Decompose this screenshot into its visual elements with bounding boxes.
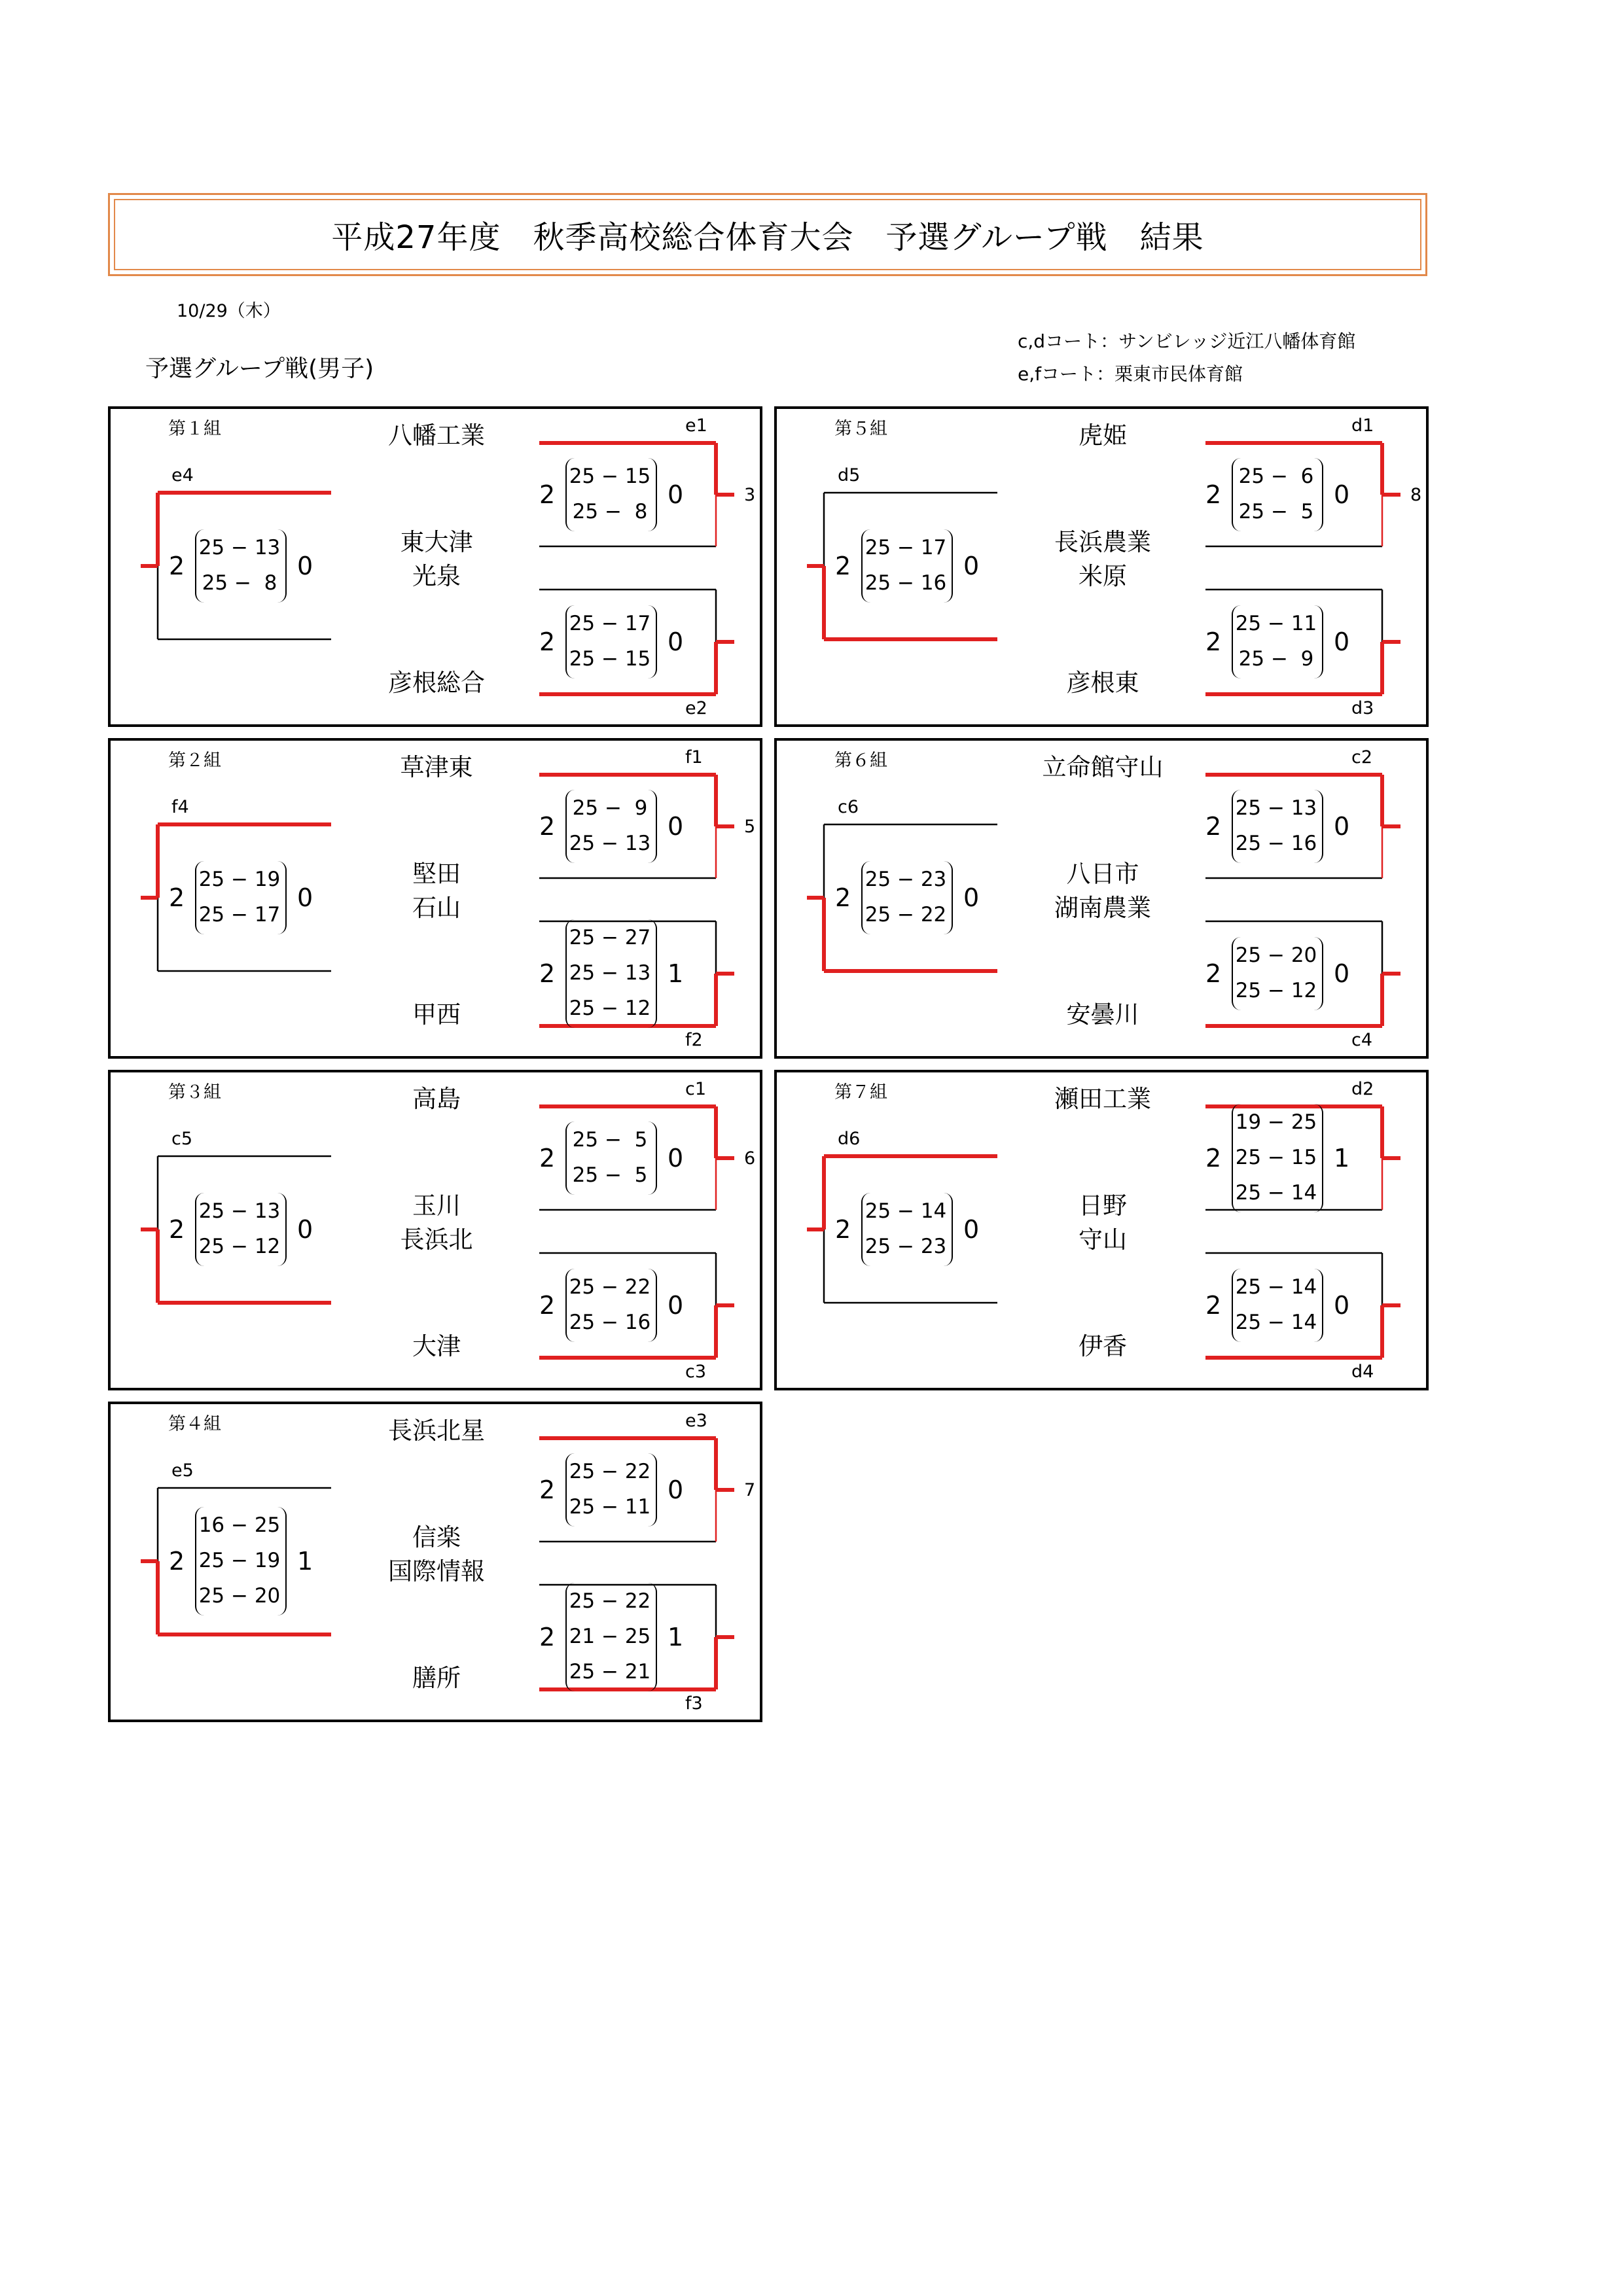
group-box xyxy=(108,738,762,1059)
match-code: c1 xyxy=(685,1079,707,1099)
match-code: d2 xyxy=(1351,1079,1374,1099)
set-score: 25 − 16 xyxy=(865,571,947,595)
sets-lost: 1 xyxy=(1334,1144,1350,1173)
match-code: d6 xyxy=(838,1129,861,1149)
sets-lost: 1 xyxy=(297,1547,313,1576)
team-name: 伊香 xyxy=(1079,1332,1127,1360)
set-score: 25 − 6 xyxy=(1238,465,1314,488)
sets-lost: 0 xyxy=(668,812,684,841)
sets-lost: 0 xyxy=(297,883,313,912)
match-code: c4 xyxy=(1351,1030,1373,1050)
sets-won: 2 xyxy=(539,812,556,841)
sets-won: 2 xyxy=(835,1215,851,1244)
match-number: 8 xyxy=(1410,485,1422,505)
team-name: 八幡工業 xyxy=(388,421,485,450)
group-box xyxy=(108,1070,762,1390)
section-heading: 予選グループ戦(男子) xyxy=(145,355,374,382)
team-name: 日野 xyxy=(1079,1192,1127,1220)
team-name: 湖南農業 xyxy=(1054,894,1151,922)
set-score: 25 − 22 xyxy=(569,1589,651,1613)
sets-won: 2 xyxy=(169,883,185,912)
team-name: 立命館守山 xyxy=(1042,753,1164,781)
team-name: 国際情報 xyxy=(388,1557,485,1585)
sets-lost: 0 xyxy=(1334,480,1350,509)
team-name: 長浜農業 xyxy=(1054,528,1151,556)
page-title: 平成27年度 秋季高校総合体育大会 予選グループ戦 結果 xyxy=(331,219,1204,256)
sets-won: 2 xyxy=(539,959,556,988)
sets-won: 2 xyxy=(539,480,556,509)
sets-won: 2 xyxy=(539,1623,556,1651)
group-box xyxy=(774,1070,1429,1390)
match-number: 3 xyxy=(744,485,756,505)
team-name: 守山 xyxy=(1079,1226,1127,1254)
match-code: c5 xyxy=(171,1129,193,1149)
team-name: 玉川 xyxy=(412,1192,461,1220)
group-label: 第２組 xyxy=(168,751,221,771)
match-code: d5 xyxy=(838,465,861,486)
team-name: 石山 xyxy=(412,894,461,922)
group-label: 第３組 xyxy=(168,1082,221,1103)
set-score: 25 − 12 xyxy=(1235,979,1317,1002)
set-score: 25 − 15 xyxy=(569,647,651,671)
team-name: 長浜北星 xyxy=(388,1417,485,1445)
sets-lost: 0 xyxy=(963,552,980,580)
set-score: 25 − 13 xyxy=(569,961,651,985)
set-score: 25 − 27 xyxy=(569,926,651,949)
team-name: 彦根東 xyxy=(1066,669,1139,697)
sets-won: 2 xyxy=(169,1547,185,1576)
sets-lost: 0 xyxy=(668,627,684,656)
match-number: 7 xyxy=(744,1480,756,1500)
sets-won: 2 xyxy=(1205,1144,1222,1173)
sets-lost: 0 xyxy=(963,883,980,912)
sets-won: 2 xyxy=(1205,959,1222,988)
sets-won: 2 xyxy=(1205,480,1222,509)
sets-won: 2 xyxy=(539,1475,556,1504)
set-score: 25 − 12 xyxy=(569,997,651,1020)
team-name: 堅田 xyxy=(412,860,461,888)
set-score: 25 − 16 xyxy=(1235,832,1317,855)
set-score: 21 − 25 xyxy=(569,1625,651,1648)
match-code: e3 xyxy=(685,1411,707,1431)
sets-lost: 0 xyxy=(297,552,313,580)
sets-lost: 0 xyxy=(963,1215,980,1244)
team-name: 信楽 xyxy=(412,1523,461,1551)
team-name: 安曇川 xyxy=(1066,1000,1139,1029)
set-score: 25 − 22 xyxy=(865,903,947,927)
group-label: 第７組 xyxy=(834,1082,887,1103)
set-score: 25 − 17 xyxy=(569,612,651,635)
set-score: 25 − 13 xyxy=(569,832,651,855)
team-name: 瀬田工業 xyxy=(1054,1085,1151,1113)
match-code: f1 xyxy=(685,747,703,768)
sets-won: 2 xyxy=(539,627,556,656)
match-code: f2 xyxy=(685,1030,703,1050)
set-score: 25 − 23 xyxy=(865,1235,947,1258)
sets-lost: 1 xyxy=(668,1623,684,1651)
team-name: 彦根総合 xyxy=(388,669,485,697)
group-box xyxy=(108,1402,762,1722)
match-code: d4 xyxy=(1351,1362,1374,1382)
set-score: 25 − 20 xyxy=(1235,944,1317,967)
set-score: 25 − 15 xyxy=(569,465,651,488)
set-score: 25 − 19 xyxy=(198,1549,281,1572)
set-score: 25 − 15 xyxy=(1235,1146,1317,1169)
title-box-inner xyxy=(114,199,1421,270)
group-box xyxy=(108,406,762,727)
sets-won: 2 xyxy=(835,552,851,580)
match-code: e5 xyxy=(171,1460,194,1481)
set-score: 25 − 19 xyxy=(198,868,281,891)
group-label: 第１組 xyxy=(168,419,221,439)
set-score: 25 − 22 xyxy=(569,1275,651,1299)
court-info-ef: e,fコート：栗東市民体育館 xyxy=(1018,363,1243,385)
team-name: 大津 xyxy=(412,1332,461,1360)
set-score: 19 − 25 xyxy=(1235,1110,1317,1134)
group-box xyxy=(774,738,1429,1059)
match-code: c3 xyxy=(685,1362,707,1382)
match-code: e1 xyxy=(685,415,707,436)
sets-won: 2 xyxy=(1205,812,1222,841)
group-label: 第５組 xyxy=(834,419,887,439)
sets-won: 2 xyxy=(835,883,851,912)
sets-lost: 0 xyxy=(668,480,684,509)
set-score: 25 − 9 xyxy=(1238,647,1314,671)
sets-lost: 0 xyxy=(668,1291,684,1320)
set-score: 25 − 11 xyxy=(1235,612,1317,635)
match-number: 6 xyxy=(744,1148,756,1169)
sets-lost: 0 xyxy=(1334,627,1350,656)
sets-lost: 0 xyxy=(668,1144,684,1173)
sets-lost: 0 xyxy=(1334,959,1350,988)
court-info-cd: c,dコート：サンビレッジ近江八幡体育館 xyxy=(1018,330,1356,352)
set-score: 16 − 25 xyxy=(198,1513,281,1537)
team-name: 米原 xyxy=(1079,562,1127,590)
team-name: 甲西 xyxy=(412,1000,461,1029)
set-score: 25 − 13 xyxy=(1235,796,1317,820)
set-score: 25 − 20 xyxy=(198,1584,281,1608)
set-score: 25 − 5 xyxy=(1238,500,1314,523)
set-score: 25 − 14 xyxy=(865,1199,947,1223)
sets-won: 2 xyxy=(169,552,185,580)
set-score: 25 − 17 xyxy=(198,903,281,927)
match-code: f3 xyxy=(685,1693,703,1714)
match-number: 5 xyxy=(744,817,756,837)
set-score: 25 − 9 xyxy=(572,796,648,820)
sets-lost: 1 xyxy=(668,959,684,988)
team-name: 八日市 xyxy=(1066,860,1139,888)
sets-won: 2 xyxy=(539,1144,556,1173)
title-box xyxy=(108,193,1427,276)
group-box xyxy=(774,406,1429,727)
sets-won: 2 xyxy=(1205,1291,1222,1320)
set-score: 25 − 12 xyxy=(198,1235,281,1258)
set-score: 25 − 14 xyxy=(1235,1275,1317,1299)
group-label: 第４組 xyxy=(168,1414,221,1434)
match-date: 10/29（木） xyxy=(177,301,281,321)
set-score: 25 − 14 xyxy=(1235,1311,1317,1334)
match-code: e4 xyxy=(171,465,194,486)
set-score: 25 − 11 xyxy=(569,1495,651,1519)
sets-lost: 0 xyxy=(1334,812,1350,841)
sets-won: 2 xyxy=(539,1291,556,1320)
match-code: f4 xyxy=(171,797,189,817)
match-code: c6 xyxy=(838,797,859,817)
match-code: d1 xyxy=(1351,415,1374,436)
match-code: d3 xyxy=(1351,698,1374,718)
set-score: 25 − 21 xyxy=(569,1660,651,1684)
set-score: 25 − 5 xyxy=(572,1163,648,1187)
team-name: 長浜北 xyxy=(400,1226,473,1254)
set-score: 25 − 22 xyxy=(569,1460,651,1483)
match-code: c2 xyxy=(1351,747,1373,768)
set-score: 25 − 8 xyxy=(572,500,648,523)
sets-won: 2 xyxy=(169,1215,185,1244)
set-score: 25 − 13 xyxy=(198,1199,281,1223)
team-name: 草津東 xyxy=(400,753,473,781)
group-label: 第６組 xyxy=(834,751,887,771)
sets-lost: 0 xyxy=(668,1475,684,1504)
set-score: 25 − 14 xyxy=(1235,1181,1317,1205)
set-score: 25 − 13 xyxy=(198,536,281,559)
set-score: 25 − 5 xyxy=(572,1128,648,1152)
team-name: 虎姫 xyxy=(1079,421,1127,450)
set-score: 25 − 17 xyxy=(865,536,947,559)
sets-lost: 0 xyxy=(1334,1291,1350,1320)
team-name: 東大津 xyxy=(400,528,473,556)
match-code: e2 xyxy=(685,698,707,718)
team-name: 高島 xyxy=(412,1085,461,1113)
set-score: 25 − 8 xyxy=(202,571,277,595)
team-name: 光泉 xyxy=(412,562,461,590)
set-score: 25 − 16 xyxy=(569,1311,651,1334)
sets-won: 2 xyxy=(1205,627,1222,656)
set-score: 25 − 23 xyxy=(865,868,947,891)
team-name: 膳所 xyxy=(412,1664,461,1692)
sets-lost: 0 xyxy=(297,1215,313,1244)
